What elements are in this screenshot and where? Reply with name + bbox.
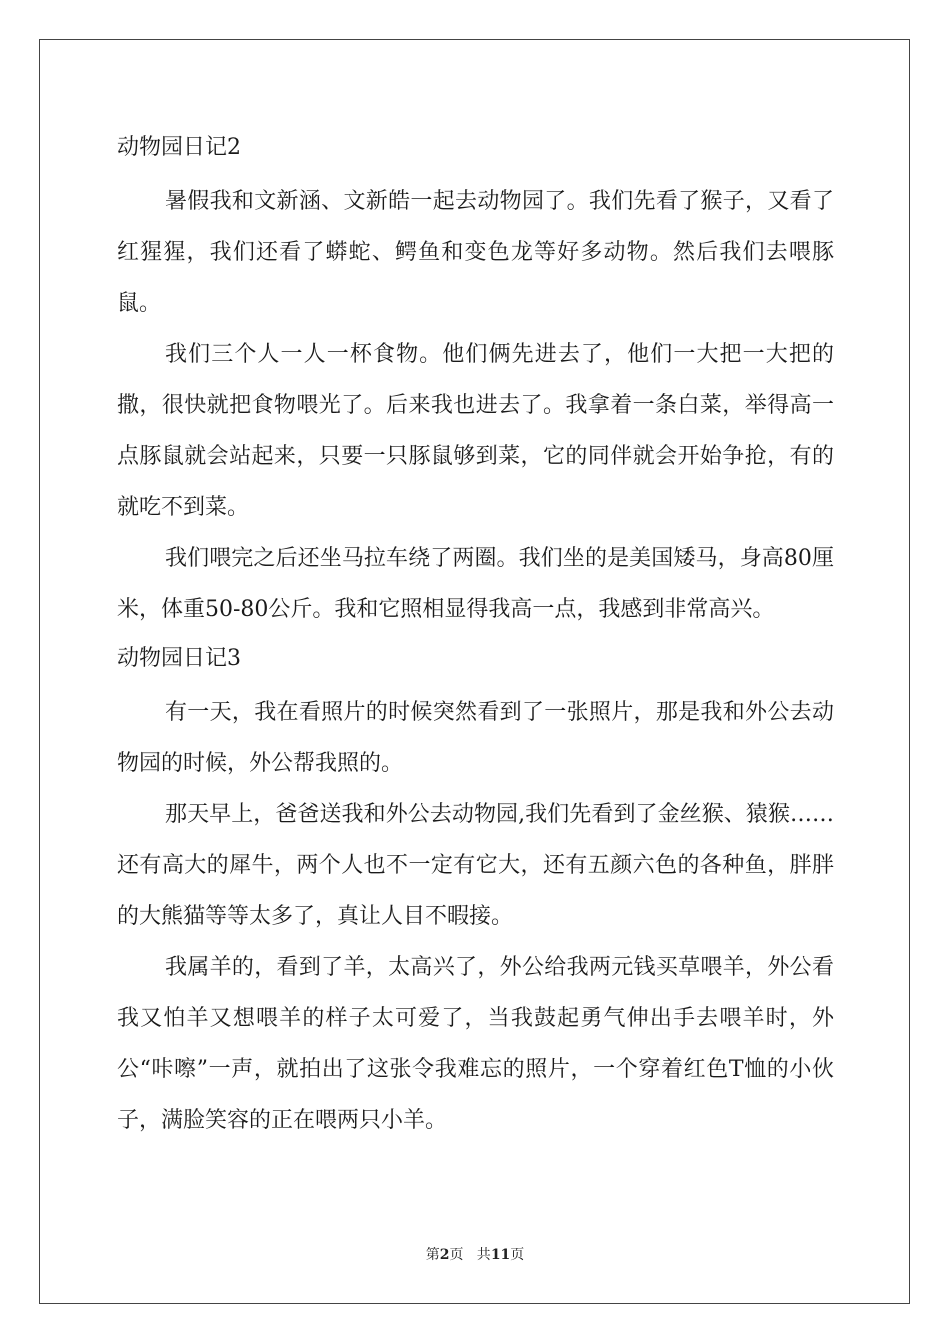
diary-entry-2 [117,128,834,635]
paragraph: 我们喂完之后还坐马拉车绕了两圈。我们坐的是美国矮马，身高80厘米，体重50-80公斤。我和它照相显得我高一点，我感到非常高兴。 [117,546,834,622]
paragraph: 我们三个人一人一杯食物。他们俩先进去了，他们一大把一大把的撒，很快就把食物喂光了。后来我也进去了。我拿着一条白菜，举得高一点豚鼠就会站起来，只要一只豚鼠够到菜，它的同伴就会开始争抢，有的就吃不到菜。 [117,342,834,520]
page-suffix: 页 [510,1247,525,1263]
diary-entry-3 [117,639,834,1146]
paragraph: 有一天，我在看照片的时候突然看到了一张照片，那是我和外公去动物园的时候，外公帮我照的。 [117,700,834,776]
paragraph: 那天早上，爸爸送我和外公去动物园,我们先看到了金丝猴、猿猴……还有高大的犀牛，两个人也不一定有它大，还有五颜六色的各种鱼，胖胖的大熊猫等等太多了，真让人目不暇接。 [117,802,834,929]
page-current: 2 [439,1247,450,1263]
entry-title: 动物园日记2 [117,135,241,160]
page-total: 11 [490,1247,511,1263]
paragraph: 暑假我和文新涵、文新皓一起去动物园了。我们先看了猴子，又看了红猩猩，我们还看了蟒蛇、鳄鱼和变色龙等好多动物。然后我们去喂豚鼠。 [117,189,834,316]
page-mid: 页 共 [449,1247,491,1263]
page-prefix: 第 [425,1247,440,1263]
page-footer [0,1245,950,1265]
entry-title: 动物园日记3 [117,646,241,671]
paragraph: 我属羊的，看到了羊，太高兴了，外公给我两元钱买草喂羊，外公看我又怕羊又想喂羊的样子太可爱了，当我鼓起勇气伸出手去喂羊时，外公“咔嚓”一声，就拍出了这张令我难忘的照片，一个穿着红色T恤的小伙子，满脸笑容的正在喂两只小羊。 [117,955,834,1133]
document-body [117,128,834,1146]
